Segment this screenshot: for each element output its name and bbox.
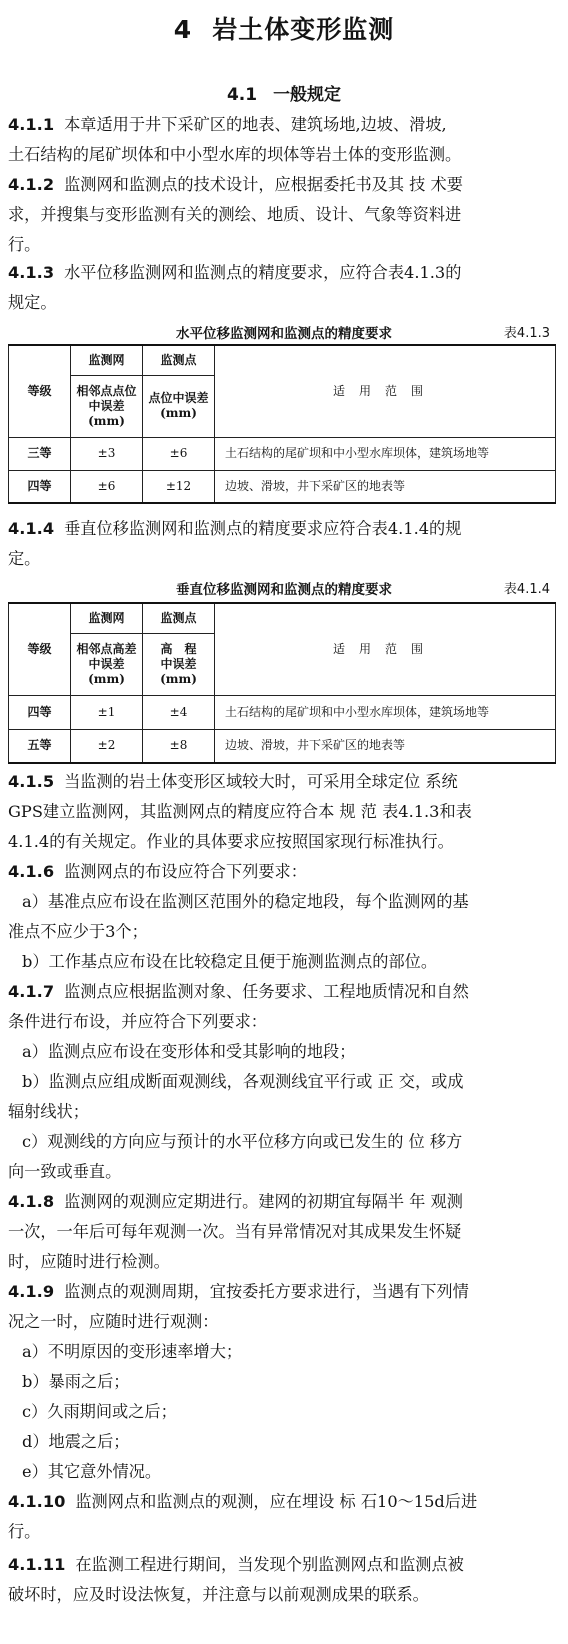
header-text: (mm) [160,406,197,420]
header-text: (mm) [160,671,197,686]
clause-text: 监测点的观测周期，宜按委托方要求进行，当遇有下列情 [64,1282,469,1301]
header-text: (mm) [88,671,125,686]
section-number: 4.1 [226,85,258,105]
header-text: 点位中误差 [148,391,209,405]
list-item-text: e）其它意外情况。 [22,1462,162,1481]
chapter-number: 4 [173,15,193,44]
clause-4-1-7 [8,977,556,1037]
clause-4-1-11 [8,1550,556,1610]
header-scope: 适用范围 [215,345,556,437]
header-text: 中误差 [160,656,197,671]
clause-number: 4.1.10 [8,1492,66,1511]
clause-line: 时，应随时进行检测。 [8,1252,170,1271]
cell-scope: 土石结构的尾矿坝和中小型水库坝体，建筑场地等 [215,695,556,729]
header-scope: 适用范围 [215,603,556,695]
list-item [22,887,556,917]
list-item [22,1067,556,1097]
list-item-text: b）监测点应组成断面观测线，各观测线宜平行或 正 交，或成 [22,1072,464,1091]
cell-point: ±6 [143,437,215,470]
clause-number: 4.1.8 [8,1192,55,1211]
table-number: 表4.1.4 [503,582,550,597]
cell-point: ±4 [143,695,215,729]
chapter-heading [0,10,568,46]
clause-text: 本章适用于井下采矿区的地表、建筑场地,边坡、滑坡, [64,115,447,134]
clause-line: 一次，一年后可每年观测一次。当有异常情况对其成果发生怀疑 [8,1222,462,1241]
clause-number: 4.1.7 [8,982,55,1001]
clause-number: 4.1.1 [8,115,55,134]
clause-text: 监测网的观测应定期进行。建网的初期宜每隔半 年 观测 [64,1192,463,1211]
clause-line [8,514,556,544]
clause-4-1-4 [8,514,556,574]
clause-4-1-8 [8,1187,556,1277]
header-net: 监测网 [71,603,143,633]
clause-line [8,767,556,797]
header-grade: 等级 [9,345,71,437]
cell-net: ±1 [71,695,143,729]
table-row [9,470,556,503]
table-number: 表4.1.3 [503,326,550,341]
clause-text: 在监测工程进行期间，当发现个别监测网点和监测点被 [75,1555,464,1574]
cell-grade: 四等 [9,470,71,503]
cell-grade: 五等 [9,729,71,763]
clause-line [8,170,556,200]
clause-4-1-6 [8,857,556,887]
clause-text: 监测网点和监测点的观测，应在埋设 标 石10～15d后进 [75,1492,478,1511]
clause-line: 破坏时，应及时设法恢复，并注意与以前观测成果的联系。 [8,1585,429,1604]
clause-4-1-1 [8,110,556,170]
list-item [22,947,556,977]
list-item-text: a）不明原因的变形速率增大； [22,1342,243,1361]
precision-table-horizontal [8,344,556,504]
list-item-text: 准点不应少于3个； [8,922,148,941]
header-text: (mm) [88,413,125,428]
clause-text: 垂直位移监测网和监测点的精度要求应符合表4.1.4的规 [64,519,462,538]
table-row [9,729,556,763]
clause-number: 4.1.5 [8,772,55,791]
cell-scope: 边坡、滑坡，井下采矿区的地表等 [215,470,556,503]
clause-4-1-9 [8,1277,556,1337]
header-point: 监测点 [143,603,215,633]
cell-net: ±3 [71,437,143,470]
clause-number: 4.1.6 [8,862,55,881]
list-item-text: a）基准点应布设在监测区范围外的稳定地段，每个监测网的基 [22,892,469,911]
header-text: 相邻点高差 [76,641,137,656]
cell-scope: 土石结构的尾矿坝和中小型水库坝体，建筑场地等 [215,437,556,470]
clause-line [8,857,556,887]
cell-grade: 三等 [9,437,71,470]
clause-4-1-2 [8,170,556,260]
cell-net: ±2 [71,729,143,763]
clause-line: 求，并搜集与变形监测有关的测绘、地质、设计、气象等资料进 [8,205,462,224]
header-net: 监测网 [71,345,143,375]
table-caption [0,322,568,344]
clause-text: 监测网和监测点的技术设计，应根据委托书及其 技 术要 [64,175,463,194]
list-item-continuation [8,1157,556,1187]
clause-text: 监测网点的布设应符合下列要求： [64,862,307,881]
clause-line [8,258,556,288]
table-row [9,695,556,729]
list-item-text: d）地震之后； [22,1432,130,1451]
clause-line [8,110,556,140]
header-grade: 等级 [9,603,71,695]
clause-number: 4.1.9 [8,1282,55,1301]
clause-number: 4.1.2 [8,175,55,194]
list-item [22,1337,556,1487]
header-point: 监测点 [143,345,215,375]
clause-number: 4.1.11 [8,1555,66,1574]
clause-number: 4.1.3 [8,263,55,282]
clause-line [8,1487,556,1517]
list-item-text: b）暴雨之后； [22,1372,130,1391]
list-item-text: a）监测点应布设在变形体和受其影响的地段； [22,1042,356,1061]
precision-table-vertical [8,602,556,764]
cell-point: ±12 [143,470,215,503]
clause-line: 定。 [8,549,41,568]
header-text: 中误差 [88,656,125,671]
clause-4-1-10 [8,1487,556,1547]
cell-point: ±8 [143,729,215,763]
clause-line: 行。 [8,235,41,254]
header-text: 高 程 [160,641,197,656]
header-net-sub [71,375,143,437]
table-row [9,437,556,470]
clause-line: 行。 [8,1522,41,1541]
header-text: 相邻点点位 [76,383,137,398]
clause-line: GPS建立监测网，其监测网点的精度应符合本 规 范 表4.1.3和表 [8,802,472,821]
clause-line: 规定。 [8,293,57,312]
list-item-text: b）工作基点应布设在比较稳定且便于施测监测点的部位。 [22,952,438,971]
table-title: 垂直位移监测网和监测点的精度要求 [176,582,392,598]
clause-number: 4.1.4 [8,519,55,538]
clause-line: 条件进行布设，并应符合下列要求： [8,1012,267,1031]
clause-4-1-5 [8,767,556,857]
table-caption [0,578,568,600]
clause-line: 况之一时，应随时进行观测： [8,1312,219,1331]
list-item-text: 向一致或垂直。 [8,1162,122,1181]
list-item-continuation [8,1097,556,1127]
list-item-text: 辐射线状； [8,1102,89,1121]
list-item [22,1127,556,1157]
clause-line [8,1550,556,1580]
clause-line [8,1187,556,1217]
cell-scope: 边坡、滑坡，井下采矿区的地表等 [215,729,556,763]
clause-line [8,977,556,1007]
header-text: 中误差 [88,398,125,413]
clause-4-1-3 [8,258,556,318]
section-title: 一般规定 [273,85,342,105]
clause-line: 土石结构的尾矿坝体和中小型水库的坝体等岩土体的变形监测。 [8,145,462,164]
clause-text: 监测点应根据监测对象、任务要求、工程地质情况和自然 [64,982,469,1001]
cell-grade: 四等 [9,695,71,729]
header-net-sub [71,633,143,695]
list-item-text: c）久雨期间或之后； [22,1402,177,1421]
cell-net: ±6 [71,470,143,503]
section-heading [0,80,568,105]
table-title: 水平位移监测网和监测点的精度要求 [176,326,392,342]
clause-text: 当监测的岩土体变形区域较大时，可采用全球定位 系统 [64,772,458,791]
clause-text: 水平位移监测网和监测点的精度要求，应符合表4.1.3的 [64,263,462,282]
clause-line [8,1277,556,1307]
chapter-title: 岩土体变形监测 [212,15,395,44]
clause-line: 4.1.4的有关规定。作业的具体要求应按照国家现行标准执行。 [8,832,454,851]
list-item-continuation [8,917,556,947]
header-point-sub [143,633,215,695]
header-point-sub [143,375,215,437]
list-item-text: c）观测线的方向应与预计的水平位移方向或已发生的 位 移方 [22,1132,463,1151]
list-item [22,1037,556,1067]
